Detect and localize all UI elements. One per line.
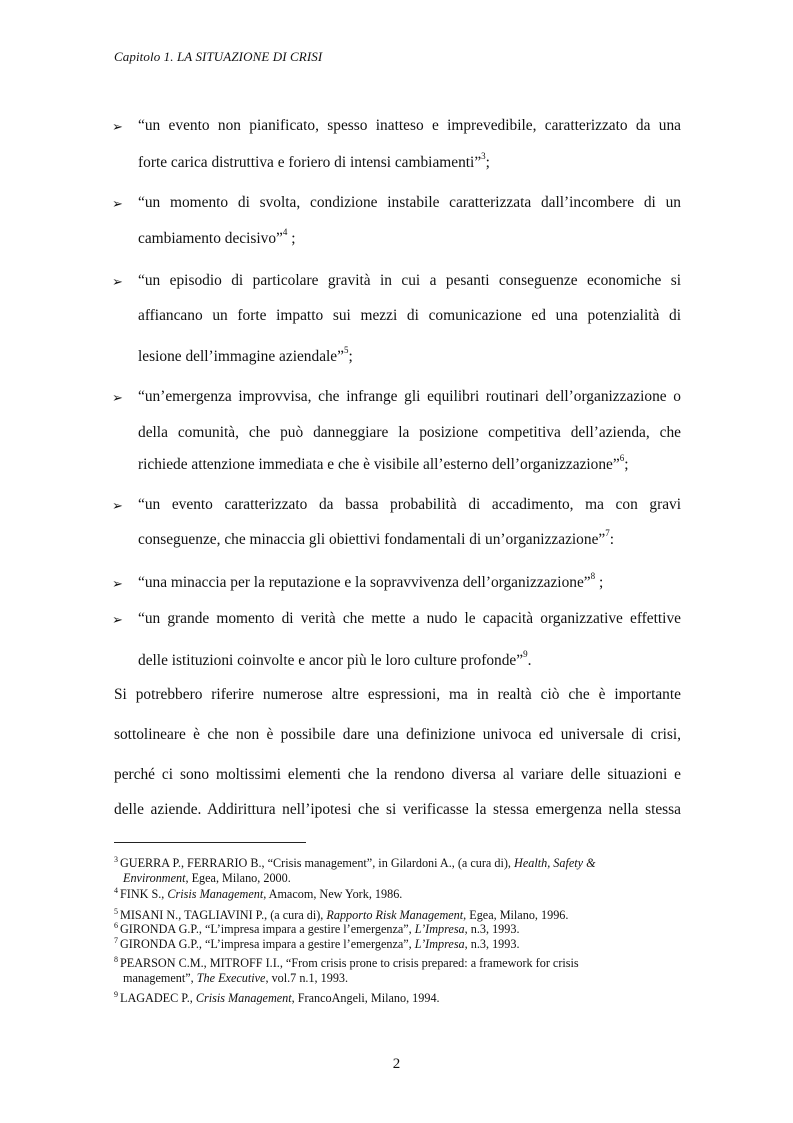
bullet-arrow-icon: ➢ <box>112 196 123 211</box>
bullet-line: lesione dell’immagine aziendale”$^5$; <box>138 344 353 365</box>
bullet-line: cambiamento decisivo”$^4$ ; <box>138 226 296 247</box>
bullet-line: conseguenze, che minaccia gli obiettivi fondamentali di un’organizzazione”$^7$: <box>138 527 615 548</box>
bullet-line: della comunità, che può danneggiare la posizione competitiva dell’azienda, che <box>138 424 681 441</box>
bullet-line: forte carica distruttiva e foriero di intensi cambiamenti”$^3$; <box>138 150 490 171</box>
bullet-line: affiancano un forte impatto sui mezzi di comunicazione ed una potenzialità di <box>138 307 681 324</box>
bullet-line: “un episodio di particolare gravità in cui a pesanti conseguenze economiche si <box>138 272 681 289</box>
paragraph-line: Si potrebbero riferire numerose altre espressioni, ma in realtà ciò che è importante <box>114 686 681 703</box>
bullet-line: “un momento di svolta, condizione instabile caratterizzata dall’incombere di un <box>138 194 681 211</box>
footnote-ref: 9 <box>523 648 528 659</box>
bullet-arrow-icon: ➢ <box>112 612 123 627</box>
running-header: Capitolo 1. LA SITUAZIONE DI CRISI <box>114 49 323 64</box>
bullet-line: “un evento caratterizzato da bassa probabilità di accadimento, ma con gravi <box>138 496 681 513</box>
bullet-arrow-icon: ➢ <box>112 576 123 591</box>
bullet-arrow-icon: ➢ <box>112 390 123 405</box>
bullet-line: “un evento non pianificato, spesso inatteso e imprevedibile, caratterizzato da una <box>138 117 681 134</box>
bullet-line: “una minaccia per la reputazione e la sopravvivenza dell’organizzazione”$^8$ ; <box>138 570 604 591</box>
footnote: $^5$ MISANI N., TAGLIAVINI P., (a cura di), Rapporto Risk Management, Egea, Milano, 1996. <box>114 907 569 922</box>
footnote-separator <box>114 842 306 843</box>
footnote-ref: 8 <box>590 570 596 581</box>
footnote: $^7$ GIRONDA G.P., “L’impresa impara a gestire l’emergenza”, L’Impresa, n.3, 1993. <box>114 936 520 951</box>
bullet-line: richiede attenzione immediata e che è visibile all’esterno dell’organizzazione”$^6$; <box>138 452 629 473</box>
footnote: $^3$ GUERRA P., FERRARIO B., “Crisis management”, in Gilardoni A., (a cura di), Health, Safety & Environment, Egea, Milano, 2000. <box>114 855 596 885</box>
bullet-arrow-icon: ➢ <box>112 274 123 289</box>
paragraph-line: sottolineare è che non è possibile dare una definizione univoca ed universale di crisi, <box>114 726 681 743</box>
page-number: 2 <box>392 1056 401 1072</box>
footnote: $^8$ PEARSON C.M., MITROFF I.I., “From crisis prone to crisis prepared: a framework for crisis management”, The Executive, vol.7 n.1, 1993. <box>114 955 579 985</box>
paragraph-line: perché ci sono moltissimi elementi che la rendono diversa al variare delle situazioni e <box>114 766 681 783</box>
bullet-arrow-icon: ➢ <box>112 498 123 513</box>
bullet-line: “un’emergenza improvvisa, che infrange gli equilibri routinari dell’organizzazione o <box>138 388 681 405</box>
footnote: $^9$ LAGADEC P., Crisis Management, FrancoAngeli, Milano, 1994. <box>114 990 440 1005</box>
footnote-ref: 4 <box>282 226 288 237</box>
footnote-ref: 3 <box>481 150 486 161</box>
footnote-ref: 7 <box>605 527 610 538</box>
paragraph-line: delle aziende. Addirittura nell’ipotesi che si verificasse la stessa emergenza nella stessa <box>114 801 681 818</box>
footnote-ref: 6 <box>619 452 625 463</box>
bullet-arrow-icon: ➢ <box>112 119 123 134</box>
footnote-ref: 5 <box>343 344 349 355</box>
bullet-line: delle istituzioni coinvolte e ancor più le loro culture profonde”$^9$. <box>138 648 532 669</box>
footnote: $^6$ GIRONDA G.P., “L’impresa impara a gestire l’emergenza”, L’Impresa, n.3, 1993. <box>114 921 520 936</box>
bullet-line: “un grande momento di verità che mette a nudo le capacità organizzative effettive <box>138 610 681 627</box>
footnote: $^4$ FINK S., Crisis Management, Amacom, New York, 1986. <box>114 886 403 901</box>
